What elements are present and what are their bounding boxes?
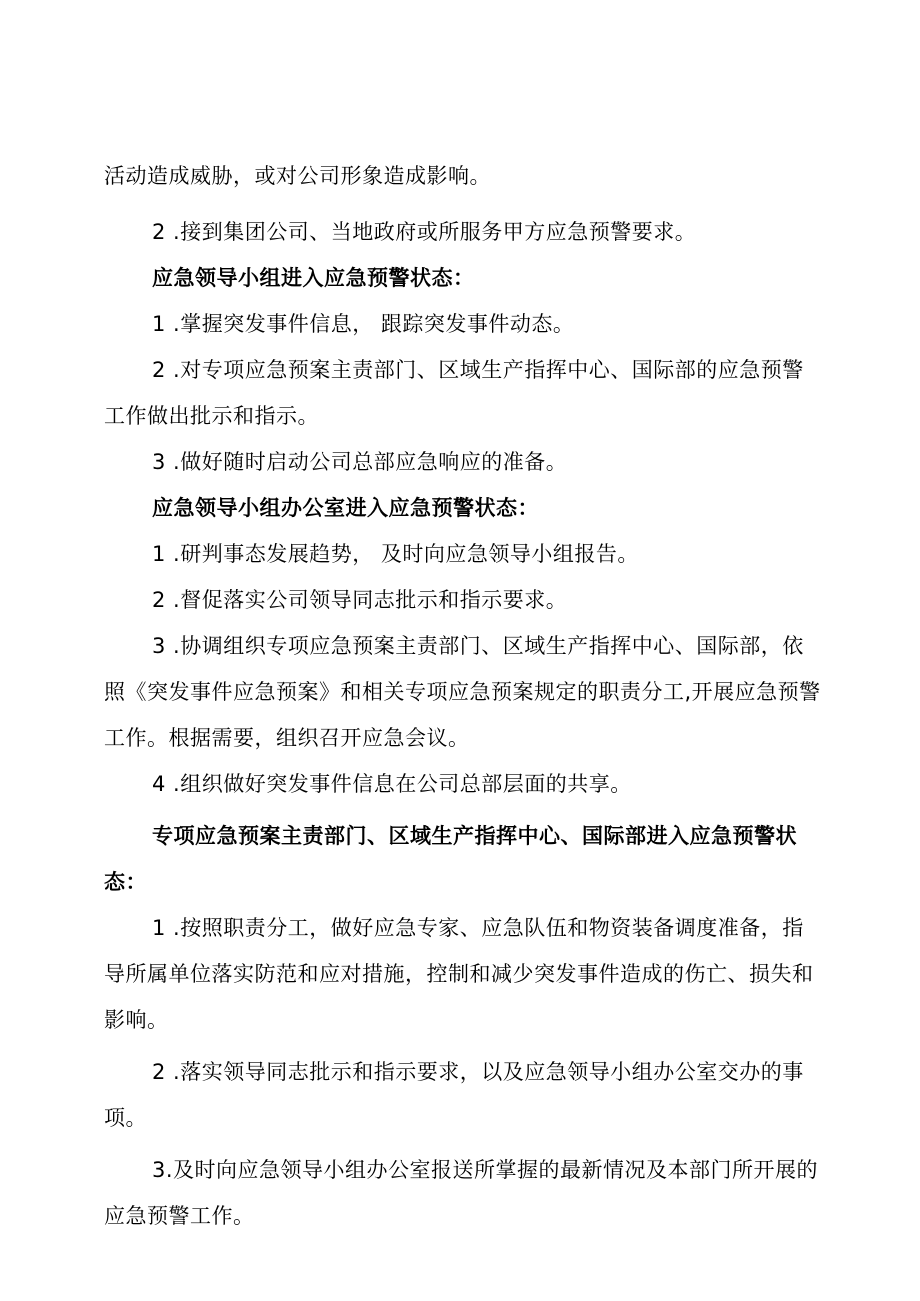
paragraph-item: 3 .协调组织专项应急预案主责部门、区域生产指挥中心、国际部，依照《突发事件应急预案》和相关专项应急预案规定的职责分工,开展应急预警工作。根据需要，组织召开应急会议。 xyxy=(104,634,821,750)
document-body xyxy=(104,153,824,1239)
paragraph-item: 3 .做好随时启动公司总部应急响应的准备。 xyxy=(152,450,568,474)
section-heading-departments: 专项应急预案主责部门、区域生产指挥中心、国际部进入应急预警状态： xyxy=(104,824,797,894)
section-heading-leadership-group: 应急领导小组进入应急预警状态： xyxy=(152,266,475,290)
paragraph-item: 2 .对专项应急预案主责部门、区域生产指挥中心、国际部的应急预警工作做出批示和指示。 xyxy=(104,358,804,428)
paragraph-item: 1 .掌握突发事件信息， 跟踪突发事件动态。 xyxy=(152,312,575,336)
paragraph-item: 3.及时向应急领导小组办公室报送所掌握的最新情况及本部门所开展的应急预警工作。 xyxy=(104,1158,819,1228)
section-heading-leadership-office: 应急领导小组办公室进入应急预警状态： xyxy=(152,496,539,520)
paragraph-item: 4 .组织做好突发事件信息在公司总部层面的共享。 xyxy=(152,772,632,796)
paragraph-continuation: 活动造成威胁，或对公司形象造成影响。 xyxy=(104,164,491,188)
paragraph-item: 1 .研判事态发展趋势， 及时向应急领导小组报告。 xyxy=(152,542,639,566)
paragraph-item: 1 .按照职责分工，做好应急专家、应急队伍和物资装备调度准备，指导所属单位落实防范和应对措施，控制和减少突发事件造成的伤亡、损失和影响。 xyxy=(104,916,814,1032)
paragraph-item: 2 .接到集团公司、当地政府或所服务甲方应急预警要求。 xyxy=(152,220,697,244)
paragraph-item: 2 .落实领导同志批示和指示要求，以及应急领导小组办公室交办的事项。 xyxy=(104,1060,804,1130)
paragraph-item: 2 .督促落实公司领导同志批示和指示要求。 xyxy=(152,588,568,612)
